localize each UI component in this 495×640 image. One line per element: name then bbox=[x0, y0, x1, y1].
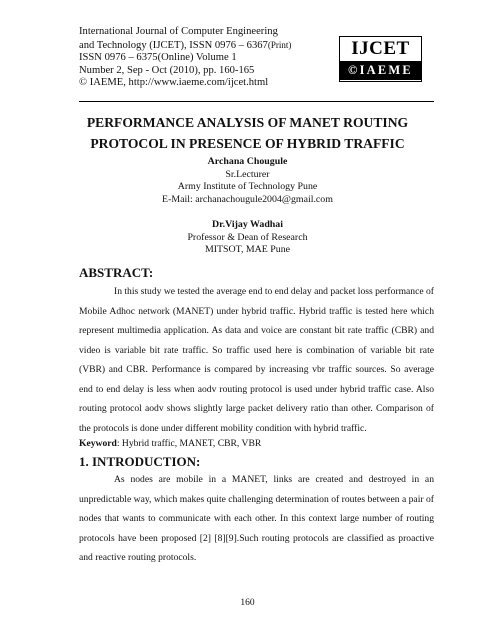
journal-issn-print-line bbox=[79, 39, 291, 53]
header-divider bbox=[79, 101, 434, 102]
author-email: E-Mail: archanachougule2004@gmail.com bbox=[162, 193, 333, 205]
abstract-heading: ABSTRACT: bbox=[79, 265, 154, 280]
author-2 bbox=[60, 219, 435, 257]
keyword-label: Keyword bbox=[79, 438, 117, 449]
journal-name-line: International Journal of Computer Engineering bbox=[79, 26, 278, 37]
logo-publisher: ©IAEME bbox=[340, 61, 421, 80]
author-name: Dr.Vijay Wadhai bbox=[212, 219, 283, 230]
journal-citation bbox=[79, 26, 291, 90]
abstract-text: In this study we tested the average end to end delay and packet loss performance of Mobile Adhoc network (MANET) under hybrid traffic. Hybrid traffic is tested here which represent multimedia application. As data and voice are constant bit rate traffic (CBR) and video is variable bit rate traffic. So traffic used here is combination of variable bit rate (VBR) and CBR. Performance is compared by increasing vbr traffic sources. So average end to end delay is less when aodv routing protocol is used under hybrid traffic case. Also routing protocol aodv shows slightly large packet delivery ratio than other. Comparison of the protocols is done under different mobility condition with hybrid traffic. bbox=[79, 286, 434, 434]
issn-print-text: and Technology (IJCET), ISSN 0976 – 6367 bbox=[79, 39, 268, 51]
author-position: Professor & Dean of Research bbox=[187, 231, 308, 243]
author-affiliation: Army Institute of Technology Pune bbox=[177, 181, 318, 193]
author-name: Archana Chougule bbox=[207, 156, 288, 167]
paper-title bbox=[60, 112, 435, 154]
ijcet-logo bbox=[339, 36, 422, 82]
journal-issue-line: Number 2, Sep - Oct (2010), pp. 160-165 bbox=[79, 64, 255, 76]
print-label: (Print) bbox=[267, 39, 292, 50]
author-position: Sr.Lecturer bbox=[225, 168, 270, 180]
page-number: 160 bbox=[240, 598, 255, 608]
logo-title: IJCET bbox=[351, 38, 410, 59]
author-1 bbox=[60, 156, 435, 206]
introduction-heading: 1. INTRODUCTION: bbox=[79, 454, 201, 469]
title-line-1: PERFORMANCE ANALYSIS OF MANET ROUTING bbox=[86, 115, 409, 130]
journal-issn-online-line: ISSN 0976 – 6375(Online) Volume 1 bbox=[79, 52, 237, 64]
introduction-text: As nodes are mobile in a MANET, links are created and destroyed in an unpredictable way, which makes quite challenging determination of routes between a pair of nodes that wants to communicate with each other. In this context large number of routing protocols have been proposed [2] [8][9].Such routing protocols are classified as proactive and reactive routing protocols. bbox=[79, 474, 434, 563]
title-line-2: PROTOCOL IN PRESENCE OF HYBRID TRAFFIC bbox=[90, 136, 405, 151]
author-affiliation: MITSOT, MAE Pune bbox=[204, 244, 291, 256]
journal-header bbox=[79, 26, 434, 98]
keywords bbox=[79, 437, 434, 451]
keyword-values: : Hybrid traffic, MANET, CBR, VBR bbox=[116, 438, 262, 449]
journal-url-line: © IAEME, http://www.iaeme.com/ijcet.html bbox=[79, 77, 269, 89]
